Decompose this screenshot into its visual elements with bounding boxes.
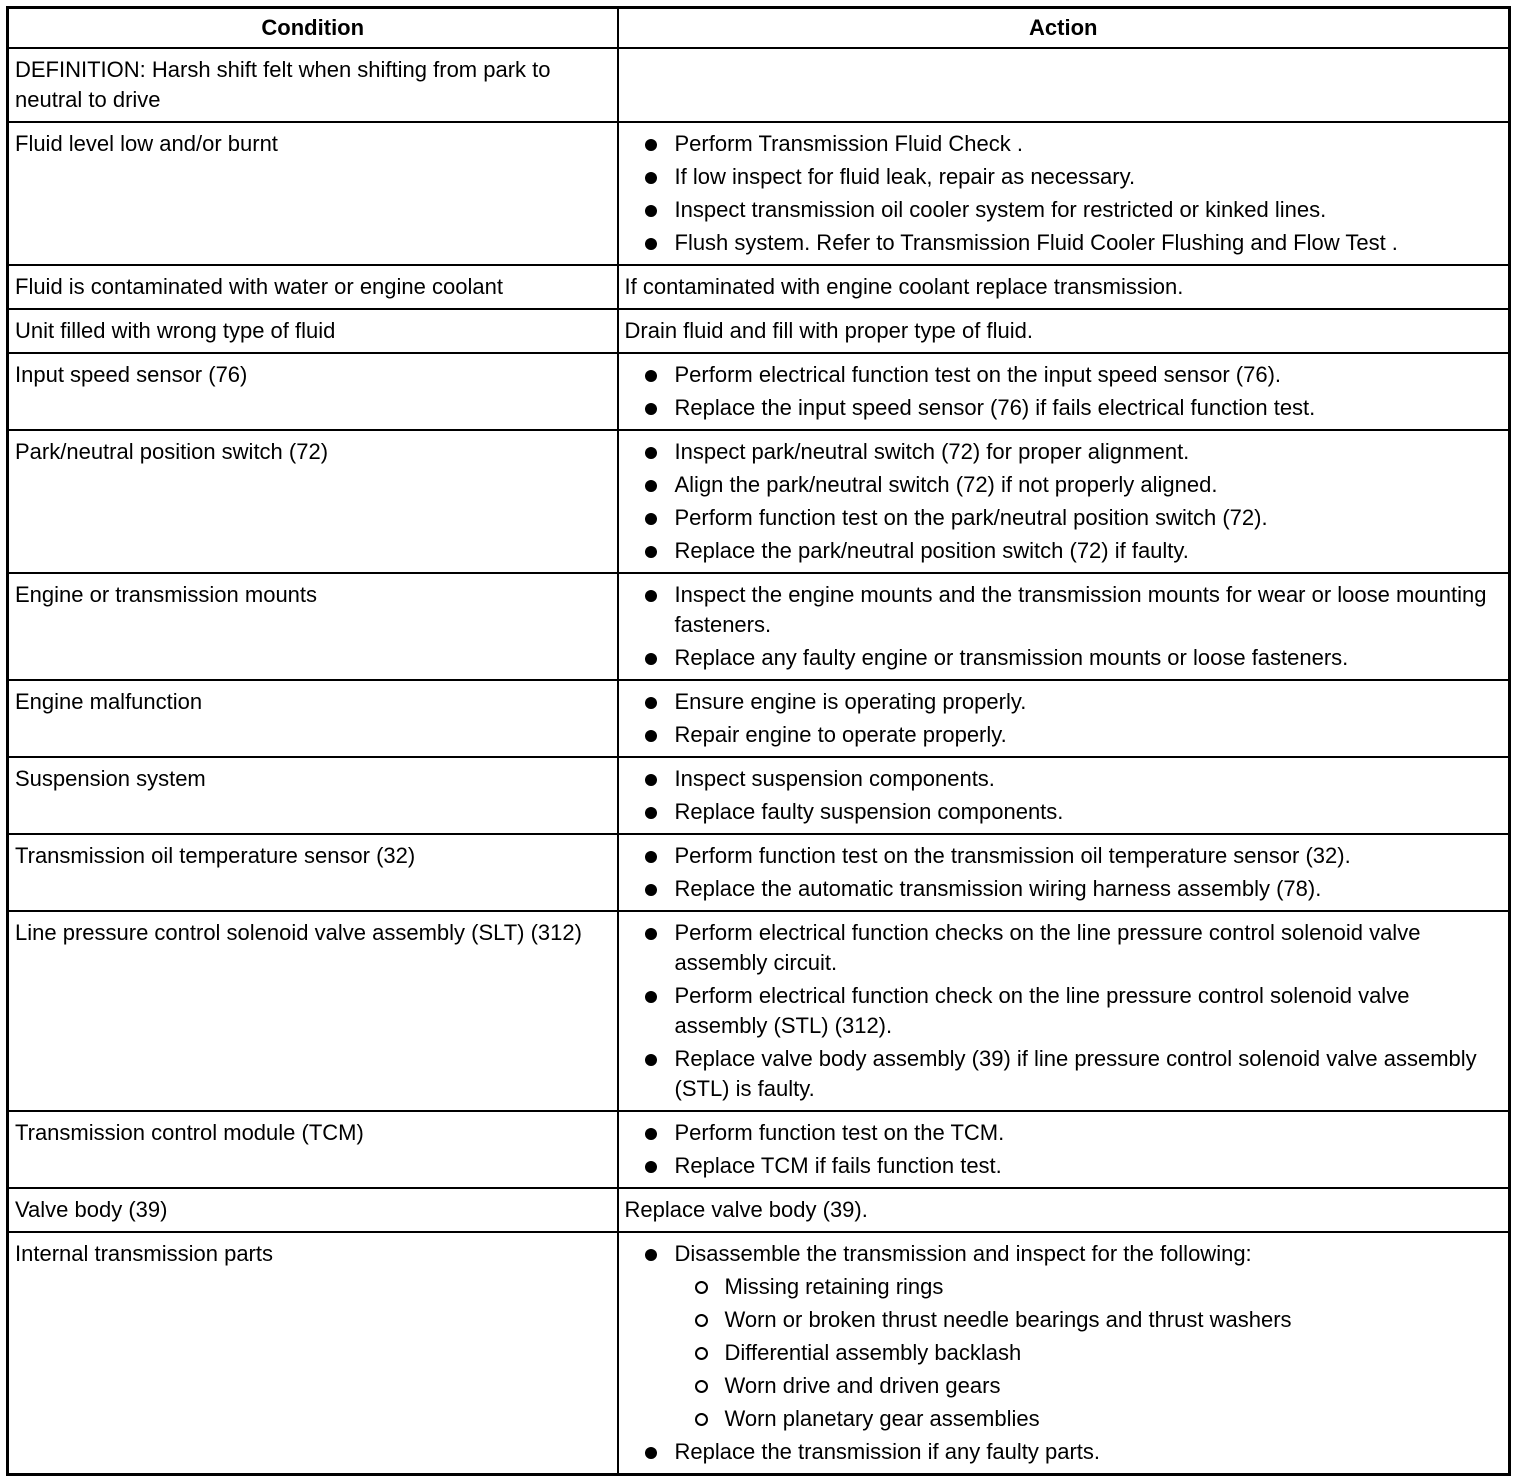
table-row [8, 680, 1510, 757]
action-list [625, 918, 1503, 1104]
action-item [625, 1239, 1503, 1434]
action-cell [618, 122, 1510, 265]
diagnosis-table [6, 6, 1511, 1476]
action-item [625, 393, 1503, 423]
bullet-icon [645, 590, 657, 602]
table-row [8, 757, 1510, 834]
action-item [625, 580, 1503, 640]
action-item [625, 764, 1503, 794]
bullet-icon [645, 480, 657, 492]
hollow-bullet-icon [695, 1380, 708, 1393]
bullet-icon [645, 403, 657, 415]
action-text: Inspect park/neutral switch (72) for proper alignment. [674, 439, 1190, 464]
condition-cell: Fluid is contaminated with water or engine coolant [8, 265, 618, 309]
header-condition: Condition [8, 8, 618, 49]
action-text: Inspect transmission oil cooler system for restricted or kinked lines. [674, 197, 1327, 222]
condition-cell: Input speed sensor (76) [8, 353, 618, 430]
action-item [625, 437, 1503, 467]
action-text: Align the park/neutral switch (72) if not properly aligned. [674, 472, 1218, 497]
sub-action-item [675, 1272, 1503, 1302]
bullet-icon [645, 1128, 657, 1140]
action-text: Perform function test on the park/neutral position switch (72). [674, 505, 1268, 530]
table-body [8, 48, 1510, 1475]
action-cell [618, 680, 1510, 757]
sub-action-item [675, 1338, 1503, 1368]
action-item [625, 129, 1503, 159]
action-cell [618, 834, 1510, 911]
hollow-bullet-icon [695, 1281, 708, 1294]
action-text: Flush system. Refer to Transmission Fluid Cooler Flushing and Flow Test . [674, 230, 1398, 255]
action-text: Perform Transmission Fluid Check . [674, 131, 1023, 156]
action-text: Perform electrical function checks on the line pressure control solenoid valve assembly circuit. [674, 920, 1421, 975]
condition-cell: DEFINITION: Harsh shift felt when shifting from park to neutral to drive [8, 48, 618, 122]
action-text: Inspect suspension components. [674, 766, 995, 791]
condition-cell: Suspension system [8, 757, 618, 834]
bullet-icon [645, 884, 657, 896]
bullet-icon [645, 370, 657, 382]
bullet-icon [645, 172, 657, 184]
action-text: If low inspect for fluid leak, repair as necessary. [674, 164, 1136, 189]
bullet-icon [645, 730, 657, 742]
condition-cell: Engine malfunction [8, 680, 618, 757]
condition-cell: Internal transmission parts [8, 1232, 618, 1475]
action-list [625, 764, 1503, 827]
action-item [625, 503, 1503, 533]
hollow-bullet-icon [695, 1347, 708, 1360]
table-row [8, 430, 1510, 573]
action-list [625, 580, 1503, 673]
action-item [625, 687, 1503, 717]
action-cell [618, 573, 1510, 680]
table-row [8, 265, 1510, 309]
action-cell [618, 911, 1510, 1111]
condition-cell: Engine or transmission mounts [8, 573, 618, 680]
bullet-icon [645, 205, 657, 217]
table-row [8, 309, 1510, 353]
action-item [625, 1044, 1503, 1104]
bullet-icon [645, 139, 657, 151]
action-cell [618, 48, 1510, 122]
action-item [625, 918, 1503, 978]
action-text: Replace the automatic transmission wiring harness assembly (78). [674, 876, 1322, 901]
sub-action-text: Worn or broken thrust needle bearings and thrust washers [724, 1307, 1292, 1332]
sub-action-text: Missing retaining rings [724, 1274, 944, 1299]
action-item [625, 797, 1503, 827]
action-list [625, 1118, 1503, 1181]
action-item [625, 360, 1503, 390]
action-text: Disassemble the transmission and inspect for the following: [674, 1241, 1252, 1266]
table-row [8, 48, 1510, 122]
header-action: Action [618, 8, 1510, 49]
sub-action-text: Worn drive and driven gears [724, 1373, 1001, 1398]
action-cell [618, 430, 1510, 573]
action-item [625, 1118, 1503, 1148]
bullet-icon [645, 774, 657, 786]
table-row [8, 573, 1510, 680]
action-cell: Replace valve body (39). [618, 1188, 1510, 1232]
bullet-icon [645, 807, 657, 819]
action-text: Perform electrical function test on the input speed sensor (76). [674, 362, 1282, 387]
hollow-bullet-icon [695, 1314, 708, 1327]
condition-cell: Valve body (39) [8, 1188, 618, 1232]
condition-cell: Line pressure control solenoid valve assembly (SLT) (312) [8, 911, 618, 1111]
action-cell [618, 1232, 1510, 1475]
action-list [625, 129, 1503, 258]
action-text: Inspect the engine mounts and the transmission mounts for wear or loose mounting fasteners. [674, 582, 1487, 637]
action-item [625, 228, 1503, 258]
sub-action-item [675, 1404, 1503, 1434]
condition-cell: Transmission oil temperature sensor (32) [8, 834, 618, 911]
condition-cell: Transmission control module (TCM) [8, 1111, 618, 1188]
action-item [625, 470, 1503, 500]
bullet-icon [645, 513, 657, 525]
table-row [8, 1188, 1510, 1232]
bullet-icon [645, 1249, 657, 1261]
action-text: Replace valve body assembly (39) if line pressure control solenoid valve assembly (STL) is faulty. [674, 1046, 1477, 1101]
action-list [625, 687, 1503, 750]
action-text: Ensure engine is operating properly. [674, 689, 1027, 714]
condition-cell: Park/neutral position switch (72) [8, 430, 618, 573]
bullet-icon [645, 991, 657, 1003]
action-item [625, 195, 1503, 225]
condition-cell: Fluid level low and/or burnt [8, 122, 618, 265]
table-row [8, 353, 1510, 430]
action-text: Perform electrical function check on the line pressure control solenoid valve assembly (STL) (312). [674, 983, 1410, 1038]
action-item [625, 1151, 1503, 1181]
action-cell [618, 757, 1510, 834]
action-item [625, 1437, 1503, 1467]
action-item [625, 643, 1503, 673]
action-cell [618, 1111, 1510, 1188]
action-text: Replace the input speed sensor (76) if fails electrical function test. [674, 395, 1316, 420]
bullet-icon [645, 1054, 657, 1066]
action-text: Perform function test on the transmission oil temperature sensor (32). [674, 843, 1351, 868]
sub-action-text: Worn planetary gear assemblies [724, 1406, 1040, 1431]
table-row [8, 122, 1510, 265]
bullet-icon [645, 1161, 657, 1173]
action-item [625, 720, 1503, 750]
action-list [625, 360, 1503, 423]
bullet-icon [645, 447, 657, 459]
table-header-row [8, 8, 1510, 49]
table-row [8, 834, 1510, 911]
action-item [625, 981, 1503, 1041]
action-cell: Drain fluid and fill with proper type of fluid. [618, 309, 1510, 353]
bullet-icon [645, 928, 657, 940]
bullet-icon [645, 546, 657, 558]
condition-cell: Unit filled with wrong type of fluid [8, 309, 618, 353]
action-cell [618, 353, 1510, 430]
action-list [625, 1239, 1503, 1467]
action-text: Replace TCM if fails function test. [674, 1153, 1002, 1178]
action-text: Replace the park/neutral position switch (72) if faulty. [674, 538, 1189, 563]
bullet-icon [645, 851, 657, 863]
action-cell: If contaminated with engine coolant replace transmission. [618, 265, 1510, 309]
bullet-icon [645, 653, 657, 665]
bullet-icon [645, 238, 657, 250]
action-item [625, 874, 1503, 904]
action-text: Replace faulty suspension components. [674, 799, 1064, 824]
action-item [625, 536, 1503, 566]
action-list [625, 437, 1503, 566]
bullet-icon [645, 697, 657, 709]
sub-action-item [675, 1305, 1503, 1335]
action-item [625, 162, 1503, 192]
sub-action-list [675, 1272, 1503, 1434]
sub-action-item [675, 1371, 1503, 1401]
hollow-bullet-icon [695, 1413, 708, 1426]
action-text: Repair engine to operate properly. [674, 722, 1007, 747]
action-list [625, 841, 1503, 904]
action-text: Replace the transmission if any faulty parts. [674, 1439, 1101, 1464]
table-row [8, 1111, 1510, 1188]
action-text: Perform function test on the TCM. [674, 1120, 1005, 1145]
bullet-icon [645, 1447, 657, 1459]
table-row [8, 1232, 1510, 1475]
sub-action-text: Differential assembly backlash [724, 1340, 1022, 1365]
table-row [8, 911, 1510, 1111]
action-item [625, 841, 1503, 871]
action-text: Replace any faulty engine or transmission mounts or loose fasteners. [674, 645, 1349, 670]
